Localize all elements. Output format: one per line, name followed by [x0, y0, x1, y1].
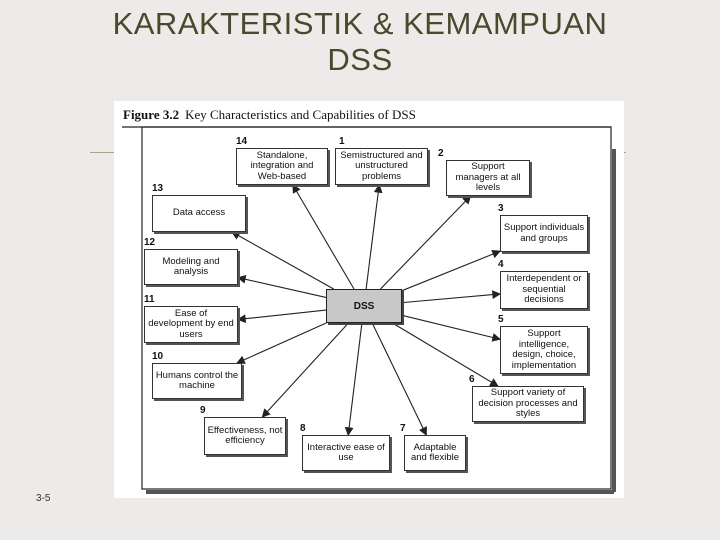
arrow-to-node-2 [380, 196, 470, 289]
node-number-13: 13 [152, 183, 164, 194]
decorative-rule-left [90, 152, 116, 153]
node-box-5: Support intelligence, design, choice, implementation [500, 326, 588, 374]
arrow-to-node-11 [238, 310, 326, 319]
node-number-2: 2 [438, 148, 444, 159]
arrow-to-node-9 [262, 323, 348, 417]
slide-title-line1: KARAKTERISTIK & KEMAMPUAN [112, 6, 608, 41]
slide-title [0, 6, 720, 78]
node-number-12: 12 [144, 237, 156, 248]
node-box-1: Semistructured and unstructured problems [335, 148, 428, 185]
node-box-3: Support individuals and groups [500, 215, 588, 252]
arrow-to-node-13 [232, 232, 334, 289]
node-number-8: 8 [300, 423, 306, 434]
node-box-12: Modeling and analysis [144, 249, 238, 285]
arrow-to-node-14 [293, 185, 354, 289]
node-box-10: Humans control the machine [152, 363, 242, 399]
node-box-14: Standalone, integration and Web-based [236, 148, 328, 185]
arrow-to-node-6 [392, 323, 497, 386]
node-box-13: Data access [152, 195, 246, 232]
node-number-1: 1 [339, 136, 345, 147]
arrow-to-node-7 [372, 323, 426, 435]
dss-center-box: DSS [326, 289, 402, 323]
arrow-to-node-4 [402, 294, 500, 303]
node-number-7: 7 [400, 423, 406, 434]
slide-number: 3-5 [36, 493, 51, 504]
node-number-14: 14 [236, 136, 248, 147]
node-number-3: 3 [498, 203, 504, 214]
node-box-9: Effectiveness, not efficiency [204, 417, 286, 455]
node-box-8: Interactive ease of use [302, 435, 390, 471]
figure-label: Figure 3.2 [123, 107, 180, 122]
node-number-4: 4 [498, 259, 504, 270]
node-number-11: 11 [144, 294, 155, 305]
node-box-6: Support variety of decision processes and styles [472, 386, 584, 422]
arrow-to-node-8 [348, 323, 362, 435]
node-box-11: Ease of development by end users [144, 306, 238, 343]
arrow-to-node-10 [237, 323, 326, 363]
node-number-9: 9 [200, 405, 206, 416]
node-box-2: Support managers at all levels [446, 160, 530, 196]
node-number-10: 10 [152, 351, 164, 362]
node-number-6: 6 [469, 374, 475, 385]
node-box-4: Interdependent or sequential decisions [500, 271, 588, 309]
figure-title [123, 107, 416, 123]
dss-figure [114, 101, 624, 498]
slide-title-line2: DSS [327, 42, 393, 77]
arrow-to-node-1 [366, 185, 379, 289]
figure-title-text: Key Characteristics and Capabilities of DSS [185, 107, 416, 122]
arrow-to-node-5 [402, 315, 500, 339]
node-number-5: 5 [498, 314, 504, 325]
arrow-to-node-12 [238, 278, 326, 298]
arrow-to-node-3 [402, 251, 500, 290]
node-box-7: Adaptable and flexible [404, 435, 466, 471]
